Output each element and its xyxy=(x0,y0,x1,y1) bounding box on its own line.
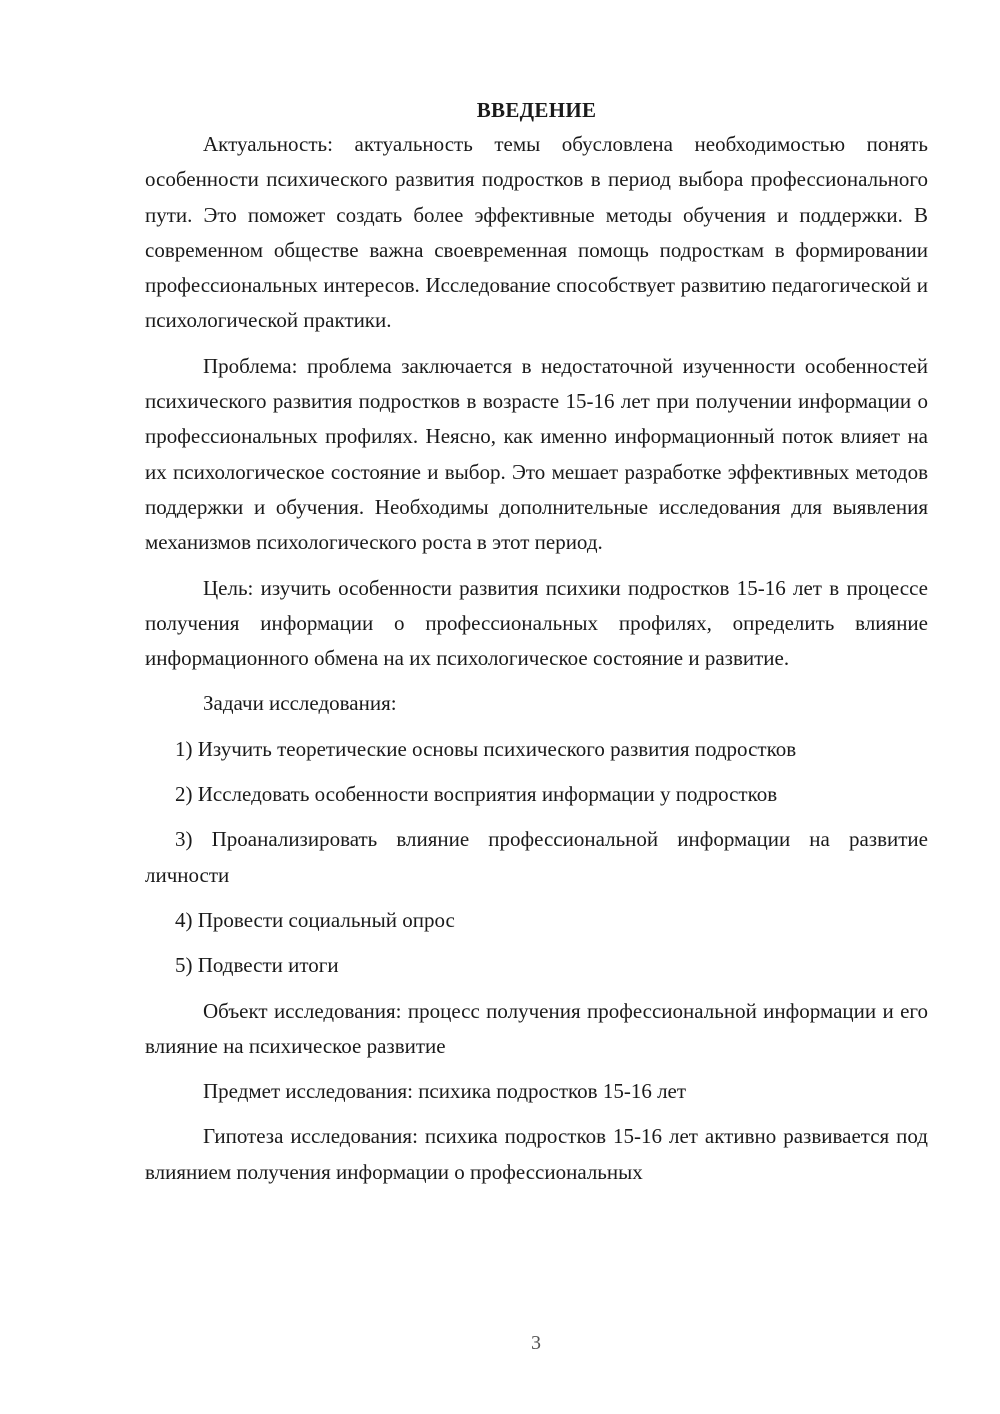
section-title: ВВЕДЕНИЕ xyxy=(476,98,597,122)
hypothesis-paragraph: Гипотеза исследования: психика подростков 15-16 лет активно развивается под влиянием получения информации о профессиональных xyxy=(145,1124,928,1184)
list-item: 3) Проанализировать влияние профессиональной информации на развитие личности xyxy=(145,827,928,887)
tasks-list xyxy=(145,732,928,984)
tasks-heading: Задачи исследования: xyxy=(203,691,397,716)
page-number: 3 xyxy=(531,1332,541,1354)
subject-paragraph: Предмет исследования: психика подростков 15-16 лет xyxy=(203,1079,687,1104)
list-item: 2) Исследовать особенности восприятия информации у подростков xyxy=(175,782,778,807)
relevance-paragraph: Актуальность: актуальность темы обусловлена необходимостью понять особенности психического развития подростков в период выбора профессионального пути. Это поможет создать более эффективные методы обучения и поддержки. В современном обществе важна своевременная помощь подросткам в формировании профессиональных интересов. Исследование способствует развитию педагогической и психологической практики. xyxy=(145,132,928,333)
page-content xyxy=(145,94,928,1190)
list-item: 1) Изучить теоретические основы психического развития подростков xyxy=(175,736,797,761)
goal-paragraph: Цель: изучить особенности развития психики подростков 15-16 лет в процессе получения информации о профессиональных профилях, определить влияние информационного обмена на их психологическое состояние и развитие. xyxy=(145,575,928,671)
object-paragraph: Объект исследования: процесс получения профессиональной информации и его влияние на психическое развитие xyxy=(145,998,928,1058)
problem-paragraph: Проблема: проблема заключается в недостаточной изученности особенностей психического развития подростков в возрасте 15-16 лет при получении информации о профессиональных профилях. Неясно, как именно информационный поток влияет на их психологическое состояние и выбор. Это мешает разработке эффективных методов поддержки и обучения. Необходимы дополнительные исследования для выявления механизмов психологического роста в этот период. xyxy=(145,353,928,555)
list-item: 5) Подвести итоги xyxy=(175,953,339,978)
list-item: 4) Провести социальный опрос xyxy=(175,907,455,932)
